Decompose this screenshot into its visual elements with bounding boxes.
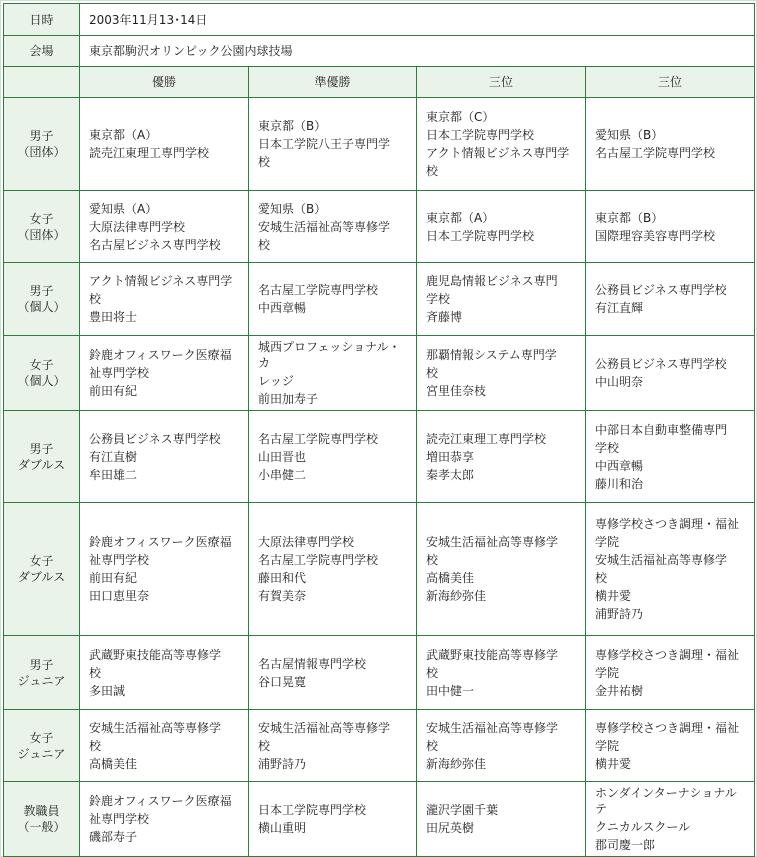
result-cell (586, 336, 755, 411)
cell-line: 高橋美佳 (426, 571, 475, 585)
cell-line: 東京都（A） (89, 128, 158, 142)
result-row (4, 710, 755, 782)
cell-line: 名古屋工学院専門学校 (258, 283, 379, 297)
result-cell (249, 263, 417, 336)
category-cell (4, 710, 80, 782)
category-line: 男子 (29, 441, 54, 456)
category-line: ジュニア (17, 746, 66, 761)
category-line: 男子 (29, 284, 54, 298)
category-line: ジュニア (17, 673, 66, 688)
result-cell (586, 782, 755, 857)
cell-line: 有江直樹 (89, 449, 138, 464)
venue-label: 会場 (4, 36, 80, 67)
result-cell (417, 191, 586, 263)
cell-line: 日本工学院専門学校 (426, 128, 535, 142)
cell-line: 武蔵野東技能高等専修学 (89, 647, 222, 662)
result-cell (80, 98, 249, 191)
cell-line: 校 (89, 292, 102, 306)
cell-line: 学院 (595, 535, 620, 549)
cell-line: 増田恭享 (426, 449, 475, 464)
cell-line: 校 (426, 164, 439, 178)
cell-line: 校 (426, 366, 439, 380)
cell-line: 校 (258, 237, 271, 252)
cell-line: アクト情報ビジネス専門学 (426, 146, 570, 160)
cell-line: 瀧沢学園千葉 (426, 803, 499, 817)
result-cell (417, 636, 586, 710)
header-row (4, 67, 755, 98)
cell-line: 校 (258, 155, 271, 169)
cell-line: 読売江東理工専門学校 (89, 146, 210, 160)
result-cell (417, 710, 586, 782)
cell-line: 横井愛 (595, 756, 632, 771)
result-cell (586, 710, 755, 782)
cell-line: 鈴鹿オフィスワーク医療福 (89, 794, 232, 808)
cell-line: クニカルスクール (595, 820, 691, 834)
cell-line: 公務員ビジネス専門学校 (595, 357, 727, 371)
cell-line: 武蔵野東技能高等専修学 (426, 647, 559, 662)
cell-line: 藤田和代 (258, 571, 307, 585)
cell-line: 校 (89, 738, 102, 753)
result-cell (80, 782, 249, 857)
results-table (3, 3, 755, 857)
result-cell (586, 263, 755, 336)
category-line: ダブルス (17, 570, 66, 584)
cell-line: 横山重明 (258, 821, 307, 835)
result-cell (417, 503, 586, 636)
header-third-a: 三位 (417, 67, 586, 98)
cell-line: 学校 (426, 292, 451, 306)
category-cell (4, 191, 80, 263)
cell-line: 安城生活福祉高等専修学 (258, 720, 391, 735)
cell-line: 田口恵里奈 (89, 589, 150, 603)
cell-line: 豊田将士 (89, 310, 138, 324)
cell-line: 中西章暢 (595, 458, 644, 473)
cell-line: 有江直輝 (595, 301, 644, 315)
cell-line: 前田有紀 (89, 384, 138, 398)
result-cell (80, 263, 249, 336)
cell-line: 学校 (595, 440, 620, 455)
cell-line: 前田加寿子 (258, 392, 319, 406)
cell-line: 愛知県（A） (89, 201, 158, 216)
category-cell (4, 263, 80, 336)
result-cell (249, 98, 417, 191)
cell-line: 日本工学院八王子専門学 (258, 137, 391, 151)
result-row (4, 191, 755, 263)
cell-line: 多田誠 (89, 683, 126, 698)
cell-line: 読売江東理工専門学校 (426, 431, 547, 446)
cell-line: 安城生活福祉高等専修学 (89, 720, 222, 735)
cell-line: 宮里佳奈枝 (426, 384, 487, 398)
venue-row (4, 36, 755, 67)
cell-line: 浦野詩乃 (258, 756, 307, 771)
cell-line: 田中健一 (426, 683, 475, 698)
cell-line: 前田有紀 (89, 571, 138, 585)
result-cell (249, 710, 417, 782)
cell-line: 藤川和治 (595, 476, 644, 491)
cell-line: 東京都（C） (426, 110, 495, 124)
cell-line: 愛知県（B） (258, 201, 327, 216)
cell-line: 日本工学院専門学校 (426, 228, 535, 243)
category-line: （個人） (17, 300, 66, 314)
result-cell (586, 636, 755, 710)
category-line: 女子 (29, 211, 54, 226)
result-cell (417, 336, 586, 411)
cell-line: 東京都（B） (595, 210, 664, 225)
date-value: 2003年11月13･14日 (80, 4, 755, 36)
cell-line: レッジ (258, 374, 294, 388)
cell-line: 中山明奈 (595, 375, 644, 389)
cell-line: 学院 (595, 665, 620, 680)
result-cell (249, 336, 417, 411)
category-line: 女子 (29, 358, 54, 372)
result-cell (417, 782, 586, 857)
cell-line: 秦孝太郎 (426, 467, 475, 482)
cell-line: 名古屋情報専門学校 (258, 656, 367, 671)
result-row (4, 336, 755, 411)
result-row (4, 98, 755, 191)
result-cell (586, 98, 755, 191)
cell-line: 横井愛 (595, 589, 632, 603)
result-cell (417, 263, 586, 336)
cell-line: 専修学校さつき調理・福祉 (595, 720, 740, 735)
result-row (4, 503, 755, 636)
venue-value: 東京都駒沢オリンピック公園内球技場 (80, 36, 755, 67)
cell-line: 大原法律専門学校 (258, 535, 355, 549)
cell-line: 有賀美奈 (258, 589, 307, 603)
cell-line: 公務員ビジネス専門学校 (89, 431, 221, 446)
result-cell (249, 782, 417, 857)
result-cell (249, 503, 417, 636)
cell-line: 祉専門学校 (89, 366, 150, 380)
result-cell (417, 98, 586, 191)
header-third-b: 三位 (586, 67, 755, 98)
cell-line: 磯部寿子 (89, 830, 138, 844)
category-line: 女子 (29, 730, 54, 745)
cell-line: 校 (89, 665, 102, 680)
cell-line: 安城生活福祉高等専修学 (426, 535, 559, 549)
cell-line: 祉専門学校 (89, 553, 150, 567)
cell-line: 安城生活福祉高等専修学 (426, 720, 559, 735)
category-line: （団体） (17, 145, 66, 159)
cell-line: 愛知県（B） (595, 128, 664, 142)
category-cell (4, 503, 80, 636)
cell-line: アクト情報ビジネス専門学 (89, 274, 233, 288)
cell-line: 山田晋也 (258, 449, 307, 464)
cell-line: 谷口晃寛 (258, 674, 307, 689)
category-line: 男子 (29, 129, 54, 143)
cell-line: 新海紗弥佳 (426, 756, 487, 771)
cell-line: 専修学校さつき調理・福祉 (595, 517, 740, 531)
result-cell (586, 191, 755, 263)
cell-line: 斉藤博 (426, 310, 463, 324)
cell-line: 鈴鹿オフィスワーク医療福 (89, 535, 232, 549)
result-cell (586, 411, 755, 503)
category-line: 男子 (29, 657, 54, 672)
cell-line: 金井祐樹 (595, 683, 644, 698)
result-cell (249, 636, 417, 710)
cell-line: 大原法律専門学校 (89, 219, 186, 234)
cell-line: 国際理容美容専門学校 (595, 228, 716, 243)
cell-line: 安城生活福祉高等専修学 (595, 553, 728, 567)
cell-line: 中部日本自動車整備専門 (595, 422, 728, 437)
cell-line: ホンダインターナショナルテ (595, 786, 737, 816)
result-cell (586, 503, 755, 636)
cell-line: 東京都（B） (258, 119, 327, 133)
result-cell (80, 710, 249, 782)
cell-line: 牟田雄二 (89, 467, 138, 482)
result-cell (80, 336, 249, 411)
cell-line: 田尻英樹 (426, 821, 475, 835)
cell-line: 小串健二 (258, 467, 307, 482)
cell-line: 鈴鹿オフィスワーク医療福 (89, 348, 232, 362)
category-cell (4, 98, 80, 191)
result-cell (417, 411, 586, 503)
cell-line: 学院 (595, 738, 620, 753)
result-cell (80, 503, 249, 636)
result-cell (80, 411, 249, 503)
header-runner-up: 準優勝 (249, 67, 417, 98)
cell-line: 校 (426, 738, 439, 753)
result-row (4, 636, 755, 710)
result-cell (80, 636, 249, 710)
cell-line: 日本工学院専門学校 (258, 803, 367, 817)
category-line: （団体） (17, 227, 66, 242)
category-cell (4, 636, 80, 710)
result-row (4, 411, 755, 503)
date-row (4, 4, 755, 36)
cell-line: 那覇情報システム専門学 (426, 348, 557, 362)
cell-line: 東京都（A） (426, 210, 495, 225)
category-cell (4, 782, 80, 857)
cell-line: 安城生活福祉高等専修学 (258, 219, 391, 234)
cell-line: 鹿児島情報ビジネス専門 (426, 274, 558, 288)
cell-line: 浦野詩乃 (595, 607, 644, 621)
cell-line: 高橋美佳 (89, 756, 138, 771)
cell-line: 校 (595, 571, 608, 585)
cell-line: 公務員ビジネス専門学校 (595, 283, 727, 297)
cell-line: 中西章暢 (258, 301, 307, 315)
category-line: 女子 (29, 554, 54, 568)
category-cell (4, 336, 80, 411)
cell-line: 名古屋ビジネス専門学校 (89, 237, 221, 252)
cell-line: 名古屋工学院専門学校 (258, 553, 379, 567)
category-line: （一般） (17, 820, 66, 834)
cell-line: 新海紗弥佳 (426, 589, 487, 603)
cell-line: 祉専門学校 (89, 812, 150, 826)
category-cell (4, 411, 80, 503)
cell-line: 専修学校さつき調理・福祉 (595, 647, 740, 662)
cell-line: 校 (426, 553, 439, 567)
result-cell (80, 191, 249, 263)
result-cell (249, 191, 417, 263)
cell-line: 郡司慶一郎 (595, 838, 656, 852)
cell-line: 城西プロフェッショナル・カ (258, 340, 401, 370)
header-winner: 優勝 (80, 67, 249, 98)
result-cell (249, 411, 417, 503)
result-row (4, 263, 755, 336)
cell-line: 名古屋工学院専門学校 (595, 146, 716, 160)
cell-line: 校 (426, 665, 439, 680)
category-line: （個人） (17, 374, 66, 388)
cell-line: 名古屋工学院専門学校 (258, 431, 379, 446)
cell-line: 校 (258, 738, 271, 753)
date-label: 日時 (4, 4, 80, 36)
category-line: 教職員 (23, 804, 60, 818)
result-row (4, 782, 755, 857)
category-line: ダブルス (17, 457, 66, 472)
header-empty (4, 67, 80, 98)
